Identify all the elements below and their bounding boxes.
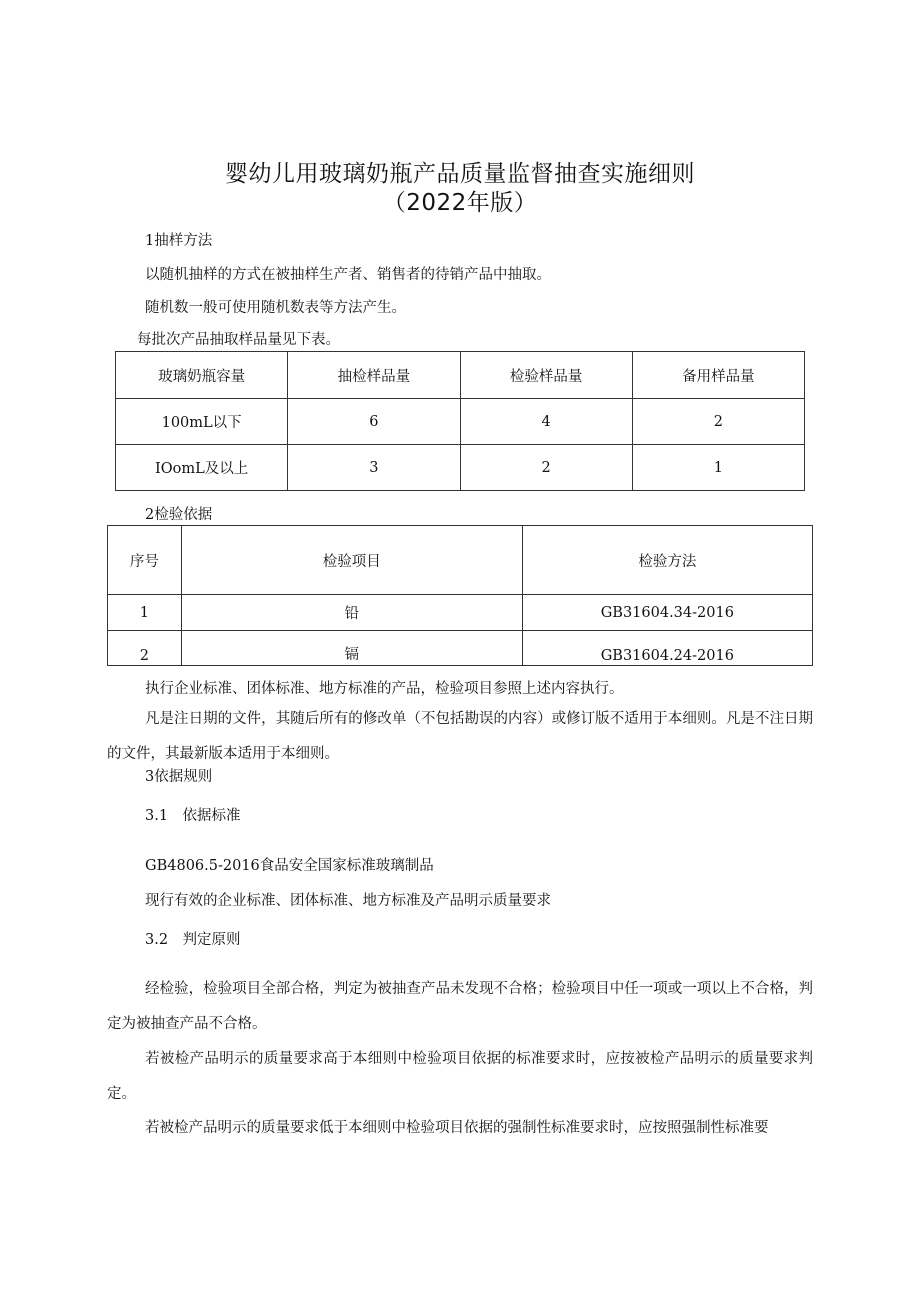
standard-item-1: GB4806.5-2016食品安全国家标准玻璃制品 xyxy=(145,858,434,874)
table-cell: 100mL以下 xyxy=(116,399,288,445)
table-header-row xyxy=(108,526,813,595)
table-row xyxy=(108,631,813,666)
table-cell: 2 xyxy=(460,445,632,491)
table-cell: 铅 xyxy=(181,595,522,631)
table-row xyxy=(116,399,805,445)
sample-quantity-table xyxy=(115,351,805,491)
table-cell: 1 xyxy=(632,445,804,491)
table-cell: GB31604.34-2016 xyxy=(522,595,812,631)
table-cell: 镉 xyxy=(181,631,522,666)
table-cell: 3 xyxy=(288,445,460,491)
section-3-2-heading: 3.2 判定原则 xyxy=(145,932,241,948)
section-1-paragraph-2: 随机数一般可使用随机数表等方法产生。 xyxy=(145,300,406,316)
table-header-cell: 抽检样品量 xyxy=(288,352,460,399)
section-2-heading: 2检验依据 xyxy=(145,507,213,523)
table-row xyxy=(116,445,805,491)
section-2-paragraph-1: 执行企业标准、团体标准、地方标准的产品，检验项目参照上述内容执行。 xyxy=(145,681,624,697)
table-cell: IOomL及以上 xyxy=(116,445,288,491)
standard-item-2: 现行有效的企业标准、团体标准、地方标准及产品明示质量要求 xyxy=(145,893,551,909)
judgement-paragraph-3: 若被检产品明示的质量要求低于本细则中检验项目依据的强制性标准要求时，应按照强制性标准要 xyxy=(145,1120,769,1136)
judgement-paragraph-2: 若被检产品明示的质量要求高于本细则中检验项目依据的标准要求时，应按被检产品明示的质量要求判定。 xyxy=(107,1051,813,1102)
table-header-cell: 检验方法 xyxy=(522,526,812,595)
section-3-1-heading: 3.1 依据标准 xyxy=(145,808,241,824)
table-header-cell: 检验项目 xyxy=(181,526,522,595)
table-row xyxy=(108,595,813,631)
table-cell: 6 xyxy=(288,399,460,445)
document-subtitle-year: （2022年版） xyxy=(382,190,538,216)
table-header-cell: 备用样品量 xyxy=(632,352,804,399)
section-1-paragraph-3: 每批次产品抽取样品量见下表。 xyxy=(137,332,340,348)
section-1-heading: 1抽样方法 xyxy=(145,233,213,249)
table-cell: 1 xyxy=(108,595,182,631)
table-cell: 2 xyxy=(108,631,182,666)
section-3-heading: 3依据规则 xyxy=(145,769,213,785)
table-header-cell: 序号 xyxy=(108,526,182,595)
table-header-row xyxy=(116,352,805,399)
table-cell: 2 xyxy=(632,399,804,445)
section-1-paragraph-1: 以随机抽样的方式在被抽样生产者、销售者的待销产品中抽取。 xyxy=(145,267,551,283)
table-header-cell: 玻璃奶瓶容量 xyxy=(116,352,288,399)
inspection-basis-table xyxy=(107,525,813,666)
section-2-paragraph-2: 凡是注日期的文件，其随后所有的修改单（不包括勘误的内容）或修订版不适用于本细则。凡是不注日期的文件，其最新版本适用于本细则。 xyxy=(107,711,813,762)
judgement-paragraph-1: 经检验，检验项目全部合格，判定为被抽查产品未发现不合格；检验项目中任一项或一项以上不合格，判定为被抽查产品不合格。 xyxy=(107,981,813,1032)
table-cell: 4 xyxy=(460,399,632,445)
document-title: 婴幼儿用玻璃奶瓶产品质量监督抽查实施细则 xyxy=(225,161,695,187)
table-header-cell: 检验样品量 xyxy=(460,352,632,399)
table-cell: GB31604.24-2016 xyxy=(522,631,812,666)
